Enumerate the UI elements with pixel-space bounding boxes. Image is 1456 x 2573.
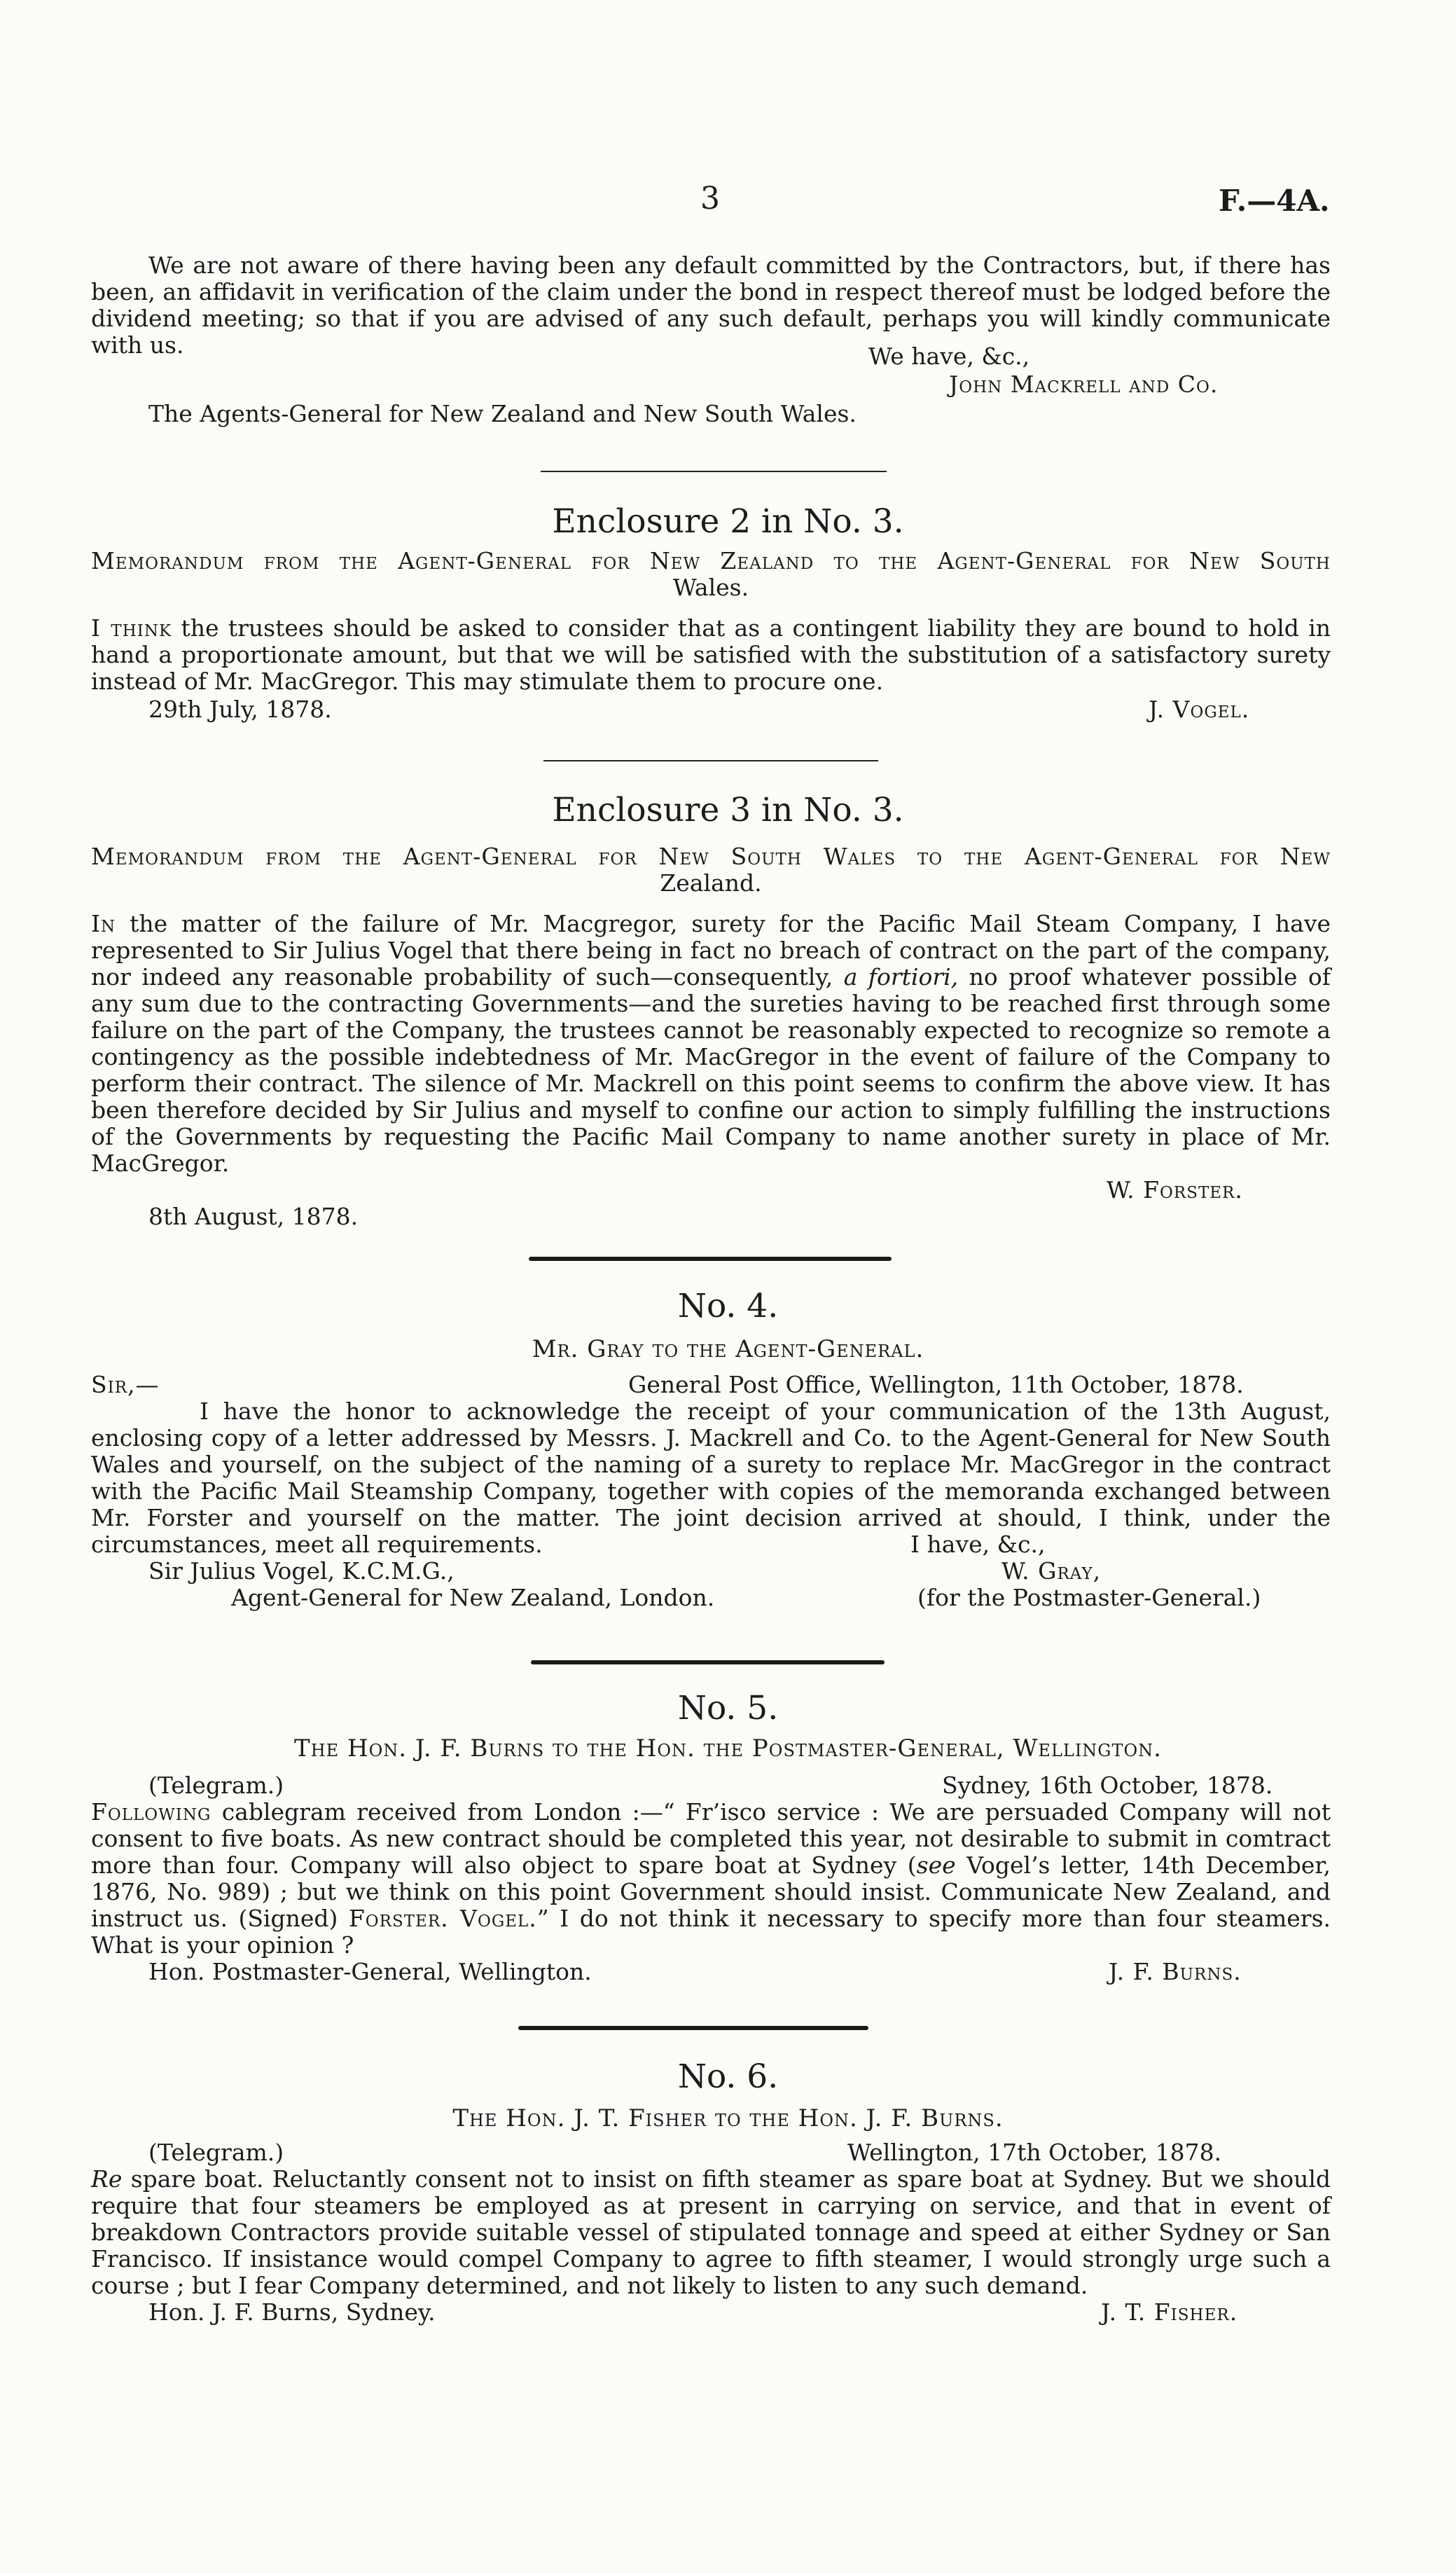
enclosure-2-date: 29th July, 1878.: [148, 696, 332, 723]
enclosure-2-memo-line1: Memorandum from the Agent-General for New Zealand to the Agent-General for New South: [91, 547, 1331, 574]
no4-paragraph: [91, 1398, 1331, 1558]
no4-addressee-2: Agent-General for New Zealand, London.: [231, 1584, 715, 1611]
no6-telegram: (Telegram.): [148, 2139, 284, 2166]
enclosure-3-body-b: no proof whatever possible of any sum due to the contracting Governments—and the sureties having to be reached first through some failure on the part of the Company, the trustees cannot be reasonably expected to recognize so remote a contingency as the possible indebtedness of Mr. MacGregor in the event of failure of the Company to perform their contract. The silence of Mr. Mackrell on this point seems to confirm the above view. It has been therefore decided by Sir Julius and myself to confine our action to simply fulfilling the instructions of the Governments by requesting the Pacific Mail Company to name another surety in place of Mr. MacGregor.: [91, 963, 1331, 1177]
enclosure-2-body: the trustees should be asked to consider that as a contingent liability they are bound to hold in hand a proportionate amount, but that we will be satisfied with the substitution of a satisfactory surety instead of Mr. MacGregor. This may stimulate them to procure one.: [91, 614, 1331, 695]
no5-body-signed: Forster. Vogel.: [348, 1905, 537, 1932]
no4-signature-note: (for the Postmaster-General.): [917, 1584, 1261, 1611]
section-divider: [518, 2026, 868, 2030]
section-divider: [531, 1660, 885, 1664]
top-letter-paragraph: [91, 252, 1331, 359]
enclosure-2-memo-heading: [91, 548, 1331, 601]
top-letter-closing: We have, &c.,: [868, 343, 1030, 370]
enclosure-2-paragraph: [91, 615, 1331, 695]
no5-body-c: ” I do not think it necessary to specify more than four steamers. What is your opinion ?: [91, 1905, 1331, 1959]
enclosure-3-memo-line2: Zealand.: [660, 869, 762, 897]
no6-title: No. 6.: [677, 2057, 779, 2096]
no4-body: I have the honor to acknowledge the receipt of your communication of the 13th August, enclosing copy of a letter addressed by Messrs. J. Mackrell and Co. to the Agent-General for New South Wales and yourself, on the subject of the naming of a surety to replace Mr. MacGregor in the contract with the Pacific Mail Steamship Company, together with copies of the memoranda exchanged between Mr. Forster and yourself on the matter. The joint decision arrived at should, I think, under the circumstances, meet all requirements.: [91, 1398, 1331, 1558]
section-divider: [543, 760, 878, 761]
no5-telegram: (Telegram.): [148, 1772, 284, 1799]
no6-subtitle-text: The Hon. J. T. Fisher to the Hon. J. F. Burns.: [452, 2104, 1004, 2132]
enclosure-2-lead: I think: [91, 614, 172, 642]
no6-dateline: Wellington, 17th October, 1878.: [847, 2139, 1222, 2166]
no5-subtitle-text: The Hon. J. F. Burns to the Hon. the Postmaster-General, Wellington.: [294, 1734, 1162, 1763]
enclosure-3-title: Enclosure 3 in No. 3.: [552, 791, 904, 829]
enclosure-3-body-italic: a fortiori,: [843, 963, 959, 991]
no4-closing: I have, &c.,: [910, 1531, 1046, 1558]
enclosure-2-signature: J. Vogel.: [1149, 696, 1250, 723]
no5-body-b: Vogel’s letter, 14th December, 1876, No. 989) ; but we think on this point Government should insist. Communicate New Zealand, and instruct us. (Signed): [91, 1851, 1331, 1932]
top-letter-text: We are not aware of there having been any default committed by the Contractors, but, if there has been, an affidavit in verification of the claim under the bond in respect thereof must be lodged before the dividend meeting; so that if you are advised of any such default, perhaps you will kindly communicate with us.: [91, 251, 1331, 359]
no5-title: No. 5.: [677, 1689, 779, 1727]
no4-signature: W. Gray,: [1001, 1557, 1102, 1585]
section-divider: [541, 471, 887, 472]
no4-addressee-1: Sir Julius Vogel, K.C.M.G.,: [148, 1557, 455, 1585]
no5-body-italic: see: [916, 1851, 956, 1879]
no6-subtitle: [0, 2104, 1456, 2132]
no5-signature: J. F. Burns.: [1109, 1958, 1242, 1985]
no5-lead: Following: [91, 1798, 212, 1826]
no4-title: No. 4.: [677, 1287, 779, 1325]
enclosure-3-signature: W. Forster.: [1107, 1176, 1243, 1203]
top-letter-addressee: The Agents-General for New Zealand and New South Wales.: [148, 400, 857, 427]
no5-subtitle: [0, 1734, 1456, 1763]
no4-subtitle: [0, 1335, 1456, 1363]
page-number: 3: [700, 181, 720, 216]
document-reference: F.—4A.: [1219, 184, 1330, 218]
no5-addressee: Hon. Postmaster-General, Wellington.: [148, 1958, 592, 1985]
no5-paragraph: [91, 1799, 1331, 1959]
no4-salutation: Sir,—: [91, 1371, 160, 1398]
no6-body: spare boat. Reluctantly consent not to insist on fifth steamer as spare boat at Sydney. But we should require that four steamers be employed as at present in carrying on service, and that in event of breakdown Contractors provide suitable vessel of stipulated tonnage and speed at either Sydney or San Francisco. If insistance would compel Company to agree to fifth steamer, I would strongly urge such a course ; but I fear Company determined, and not likely to listen to any such demand.: [91, 2165, 1331, 2299]
no5-body-a: cablegram received from London :—“ Fr’isco service : We are persuaded Company will not consent to five boats. As new contract should be completed this year, not desirable to submit in comtract more than four. Company will also object to spare boat at Sydney (: [91, 1798, 1331, 1879]
no6-lead: Re: [91, 2165, 123, 2193]
no4-subtitle-text: Mr. Gray to the Agent-General.: [532, 1335, 924, 1363]
enclosure-3-lead: In: [91, 910, 116, 937]
enclosure-3-date: 8th August, 1878.: [148, 1203, 359, 1230]
no6-paragraph: [91, 2166, 1331, 2299]
enclosure-3-memo-heading: [91, 843, 1331, 897]
enclosure-2-title: Enclosure 2 in No. 3.: [552, 502, 904, 541]
no5-dateline: Sydney, 16th October, 1878.: [942, 1772, 1273, 1799]
enclosure-3-body-a: the matter of the failure of Mr. Macgregor, surety for the Pacific Mail Steam Company, I have represented to Sir Julius Vogel that there being in fact no breach of contract on the part of the company, nor indeed any reasonable probability of such—consequently,: [91, 910, 1331, 991]
enclosure-2-memo-line2: Wales.: [672, 574, 749, 601]
enclosure-3-paragraph: [91, 911, 1331, 1177]
no6-addressee: Hon. J. F. Burns, Sydney.: [148, 2298, 436, 2326]
section-divider: [529, 1257, 892, 1261]
top-letter-signature: John Mackrell and Co.: [949, 371, 1219, 398]
enclosure-3-memo-line1: Memorandum from the Agent-General for New South Wales to the Agent-General for New: [91, 843, 1331, 870]
no4-dateline: General Post Office, Wellington, 11th October, 1878.: [628, 1371, 1244, 1398]
no6-signature: J. T. Fisher.: [1101, 2298, 1238, 2326]
